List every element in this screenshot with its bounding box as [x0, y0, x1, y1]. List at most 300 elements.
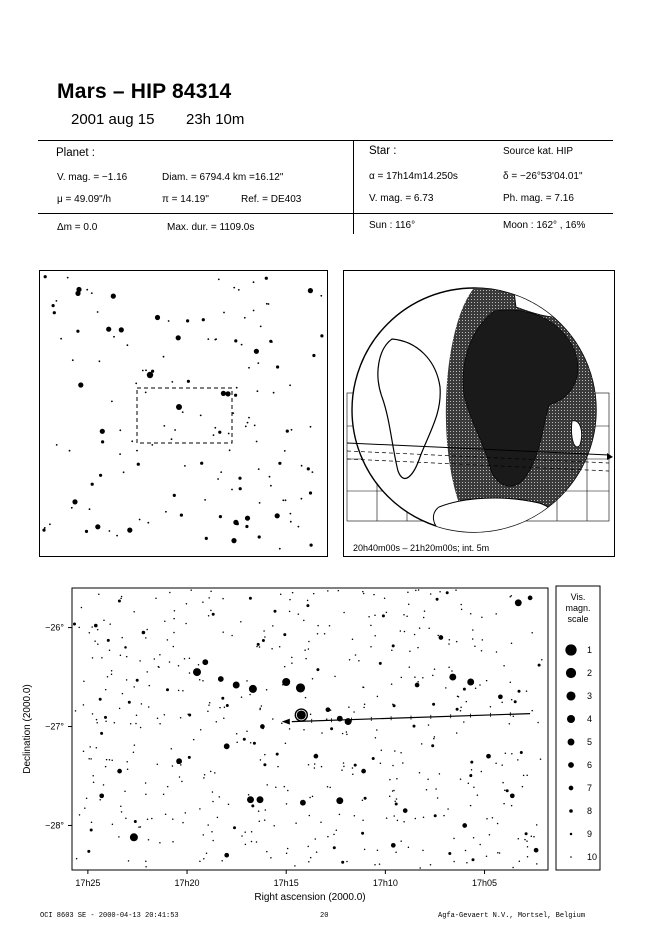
field-star: [474, 645, 476, 647]
field-star: [364, 849, 366, 851]
finder-star: [42, 529, 45, 532]
field-star: [221, 860, 223, 862]
field-star: [190, 589, 192, 591]
legend-title: scale: [567, 614, 589, 624]
finder-star: [127, 528, 132, 533]
field-star: [97, 643, 99, 645]
field-star: [434, 668, 436, 670]
field-star: [456, 708, 459, 711]
field-star: [294, 865, 296, 867]
globe-map: [344, 271, 614, 556]
field-star: [180, 717, 182, 719]
legend-swatch: [569, 786, 574, 791]
finder-star: [56, 300, 58, 302]
field-star: [200, 729, 202, 731]
field-star: [393, 815, 395, 817]
field-star: [469, 774, 472, 777]
field-star: [250, 742, 252, 744]
finder-star: [119, 327, 124, 332]
field-star: [208, 704, 210, 706]
finder-star: [155, 315, 160, 320]
finder-star: [279, 548, 281, 550]
star-mark: [314, 754, 319, 759]
field-star: [307, 600, 309, 602]
finder-star: [91, 483, 94, 486]
field-star: [118, 836, 120, 838]
field-star: [392, 704, 394, 706]
field-star: [339, 814, 341, 816]
finder-star: [72, 499, 77, 504]
field-star: [280, 593, 282, 595]
planet-heading: Planet :: [56, 147, 95, 159]
field-star: [97, 629, 99, 631]
field-star: [210, 771, 212, 773]
field-star: [221, 697, 224, 700]
finder-star: [99, 360, 101, 362]
field-star: [204, 774, 206, 776]
field-star: [136, 679, 139, 682]
star-chart: [18, 580, 668, 910]
field-star: [119, 708, 121, 710]
field-star: [189, 657, 191, 659]
finder-star: [135, 383, 137, 385]
finder-target-star: [176, 404, 182, 410]
field-star: [475, 688, 477, 690]
field-star: [151, 818, 153, 820]
field-star: [522, 786, 524, 788]
field-star: [172, 841, 174, 843]
finder-star: [106, 327, 111, 332]
field-star: [346, 861, 348, 863]
finder-star: [228, 433, 230, 435]
x-tick-label: 17h15: [273, 878, 299, 888]
field-star: [343, 612, 345, 614]
field-star: [94, 640, 96, 642]
field-star: [499, 852, 501, 854]
finder-star: [245, 525, 248, 528]
star-mark: [462, 823, 467, 828]
legend-swatch: [569, 809, 573, 813]
field-star: [481, 771, 483, 773]
field-star: [266, 851, 268, 853]
field-star: [178, 690, 180, 692]
field-star: [439, 773, 441, 775]
field-star: [309, 815, 311, 817]
field-star: [180, 764, 182, 766]
finder-star: [184, 465, 186, 467]
field-star: [265, 809, 267, 811]
field-star: [324, 633, 326, 635]
field-star: [133, 751, 135, 753]
finder-star: [139, 519, 141, 521]
plot-frame: [72, 588, 548, 870]
finder-star: [231, 538, 236, 543]
star-mark: [94, 624, 98, 628]
field-star: [428, 724, 430, 726]
field-star: [320, 821, 322, 823]
field-star: [457, 695, 459, 697]
field-star: [219, 796, 221, 798]
field-star: [211, 831, 213, 833]
field-star: [403, 614, 405, 616]
field-star: [402, 762, 404, 764]
field-star: [518, 690, 521, 693]
field-star: [145, 782, 147, 784]
finder-star: [151, 444, 153, 446]
field-star: [514, 700, 517, 703]
field-star: [111, 674, 113, 676]
legend-swatch: [568, 739, 575, 746]
field-star: [355, 654, 357, 656]
field-star: [173, 618, 175, 620]
finder-star: [269, 476, 271, 478]
star-mark: [224, 743, 230, 749]
field-star: [266, 784, 268, 786]
field-star: [362, 686, 364, 688]
field-star: [473, 837, 475, 839]
field-star: [305, 697, 307, 699]
field-star: [393, 790, 395, 792]
field-star: [470, 761, 473, 764]
field-star: [93, 781, 95, 783]
star-mark: [403, 808, 408, 813]
field-star: [259, 646, 261, 648]
legend-swatch: [570, 856, 572, 858]
field-star: [315, 838, 317, 840]
field-star: [155, 597, 157, 599]
field-star: [536, 824, 538, 826]
field-star: [536, 863, 538, 865]
field-star: [496, 651, 498, 653]
finder-star: [76, 287, 81, 292]
field-star: [98, 593, 100, 595]
legend-swatch: [567, 715, 575, 723]
field-star: [310, 713, 312, 715]
field-star: [466, 701, 468, 703]
finder-star: [207, 338, 209, 340]
field-star: [533, 836, 535, 838]
field-star: [241, 835, 243, 837]
star-chart-svg: [18, 580, 668, 910]
field-star: [148, 706, 150, 708]
field-star: [96, 722, 98, 724]
star-mark: [193, 668, 201, 676]
finder-star: [238, 289, 240, 291]
field-star: [210, 610, 212, 612]
field-star: [87, 850, 90, 853]
field-star: [186, 603, 188, 605]
field-star: [391, 683, 393, 685]
field-star: [526, 690, 528, 692]
finder-star: [113, 336, 115, 338]
field-star: [130, 723, 132, 725]
field-star: [222, 631, 224, 633]
field-star: [401, 677, 403, 679]
field-star: [316, 851, 318, 853]
legend-entry-label: 1: [587, 645, 593, 655]
field-star: [172, 818, 174, 820]
field-star: [246, 731, 248, 733]
field-star: [126, 679, 128, 681]
field-star: [430, 864, 432, 866]
star-vmag: V. mag. = 6.73: [369, 193, 434, 204]
field-star: [358, 660, 360, 662]
field-star: [103, 620, 105, 622]
field-star: [451, 670, 453, 672]
field-star: [473, 787, 475, 789]
finder-star: [163, 356, 165, 358]
finder-star: [145, 392, 147, 394]
star-mark: [249, 685, 257, 693]
finder-star: [180, 514, 183, 517]
field-star: [408, 846, 410, 848]
footer-publisher: Agfa-Gevaert N.V., Mortsel, Belgium: [438, 912, 586, 920]
finder-star: [278, 462, 281, 465]
field-star: [286, 803, 288, 805]
field-star: [103, 784, 105, 786]
finder-star: [221, 391, 226, 396]
field-star: [424, 610, 426, 612]
field-star: [275, 787, 277, 789]
finder-star: [223, 312, 225, 314]
finder-star: [69, 450, 71, 452]
field-star: [392, 765, 394, 767]
field-star: [518, 838, 520, 840]
finder-star: [320, 334, 323, 337]
field-star: [510, 681, 512, 683]
field-star: [112, 823, 114, 825]
finder-star: [245, 516, 250, 521]
finder-star: [119, 429, 121, 431]
field-star: [91, 626, 93, 628]
field-star: [89, 746, 91, 748]
legend-title: magn.: [565, 603, 591, 613]
field-star: [100, 732, 103, 735]
field-star: [309, 797, 311, 799]
field-star: [136, 714, 138, 716]
field-star: [173, 632, 175, 634]
field-star: [513, 716, 515, 718]
finder-star: [214, 427, 216, 429]
field-star: [121, 596, 123, 598]
field-star: [226, 704, 229, 707]
field-star: [212, 613, 215, 616]
field-star: [124, 791, 126, 793]
field-star: [249, 694, 251, 696]
field-star: [90, 758, 92, 760]
field-star: [504, 789, 506, 791]
field-star: [520, 751, 523, 754]
field-star: [437, 797, 439, 799]
field-star: [537, 722, 539, 724]
field-star: [434, 736, 436, 738]
field-star: [346, 731, 348, 733]
field-star: [409, 651, 411, 653]
star-mark: [257, 796, 264, 803]
field-star: [419, 772, 421, 774]
field-star: [461, 609, 463, 611]
field-star: [86, 797, 88, 799]
field-star: [164, 621, 166, 623]
field-star: [460, 778, 462, 780]
field-star: [121, 637, 123, 639]
field-star: [122, 693, 124, 695]
field-star: [524, 839, 526, 841]
field-star: [343, 762, 345, 764]
field-star: [423, 617, 425, 619]
field-star: [321, 732, 323, 734]
star-mark: [300, 800, 306, 806]
field-star: [236, 733, 238, 735]
field-star: [188, 756, 191, 759]
field-star: [83, 704, 85, 706]
legend-entry-label: 7: [587, 783, 593, 793]
field-star: [83, 681, 85, 683]
field-star: [505, 753, 507, 755]
field-star: [394, 750, 396, 752]
field-star: [241, 696, 243, 698]
field-star: [364, 704, 366, 706]
field-star: [295, 822, 297, 824]
finder-star: [217, 478, 219, 480]
field-star: [104, 716, 107, 719]
field-star: [352, 774, 354, 776]
field-star: [481, 617, 483, 619]
legend-entry-label: 3: [587, 691, 593, 701]
field-star: [437, 635, 439, 637]
field-star: [133, 611, 135, 613]
field-star: [338, 590, 340, 592]
field-star: [216, 721, 218, 723]
star-mark: [247, 796, 254, 803]
field-star: [333, 846, 336, 849]
field-star: [404, 631, 406, 633]
field-star: [178, 665, 180, 667]
finder-star: [284, 450, 286, 452]
finder-star: [257, 362, 259, 364]
field-star: [361, 832, 364, 835]
field-star: [263, 630, 265, 632]
field-star: [400, 630, 402, 632]
field-star: [287, 790, 289, 792]
field-star: [379, 863, 381, 865]
field-star: [228, 804, 230, 806]
field-star: [453, 838, 455, 840]
field-star: [432, 703, 435, 706]
finder-star: [200, 415, 202, 417]
field-star: [512, 867, 514, 869]
finder-star: [109, 530, 111, 532]
legend-entry-label: 2: [587, 668, 593, 678]
y-tick-label: −26°: [45, 622, 64, 633]
field-star: [92, 713, 94, 715]
finder-star: [269, 340, 272, 343]
finder-star: [232, 412, 234, 414]
page-title: Mars – HIP 84314: [57, 80, 232, 103]
star-mark: [130, 833, 138, 841]
field-star: [428, 627, 430, 629]
field-star: [495, 763, 497, 765]
field-star: [259, 709, 261, 711]
field-star: [105, 720, 107, 722]
finder-star: [111, 294, 116, 299]
field-star: [511, 642, 513, 644]
finder-star: [91, 292, 93, 294]
star-mark: [528, 596, 533, 601]
field-star: [166, 688, 169, 691]
field-star: [377, 696, 379, 698]
star-mark: [439, 635, 444, 640]
field-star: [468, 783, 470, 785]
field-star: [443, 815, 445, 817]
field-star: [145, 866, 147, 868]
field-star: [317, 633, 319, 635]
field-star: [526, 774, 528, 776]
field-star: [203, 777, 205, 779]
field-star: [448, 643, 450, 645]
finder-star: [310, 426, 312, 428]
field-star: [501, 764, 503, 766]
field-star: [223, 717, 225, 719]
finder-star: [236, 387, 238, 389]
field-star: [336, 829, 338, 831]
table-mid-rule: [38, 213, 613, 214]
y-axis-label: Declination (2000.0): [22, 684, 33, 774]
field-star: [78, 627, 80, 629]
field-star: [263, 763, 266, 766]
star-mark: [415, 683, 420, 688]
field-star: [305, 658, 307, 660]
field-star: [391, 650, 393, 652]
finder-star: [85, 530, 88, 533]
field-star: [509, 596, 511, 598]
field-star: [172, 765, 174, 767]
field-star: [312, 678, 314, 680]
finder-star: [273, 392, 275, 394]
field-star: [511, 699, 513, 701]
finder-star: [72, 359, 74, 361]
field-star: [526, 840, 528, 842]
finder-star: [248, 367, 250, 369]
finder-star: [200, 462, 203, 465]
field-star: [329, 625, 331, 627]
finder-star: [291, 429, 293, 431]
finder-star: [202, 318, 205, 321]
field-star: [541, 659, 543, 661]
field-star: [415, 818, 417, 820]
planet-parallax: π = 14.19": [162, 194, 209, 205]
field-star: [389, 779, 391, 781]
star-mark: [534, 848, 539, 853]
field-star: [419, 867, 421, 869]
field-star: [134, 820, 137, 823]
field-star: [304, 649, 306, 651]
field-star: [159, 842, 161, 844]
field-star: [374, 864, 376, 866]
finder-star: [119, 453, 121, 455]
finder-star: [253, 310, 255, 312]
path-arrow-icon: [607, 453, 613, 460]
field-star: [289, 611, 291, 613]
field-star: [141, 703, 143, 705]
field-star: [382, 614, 385, 617]
field-star: [140, 727, 142, 729]
field-star: [517, 759, 519, 761]
field-star: [466, 862, 468, 864]
field-star: [99, 698, 102, 701]
field-star: [374, 615, 376, 617]
field-star: [240, 621, 242, 623]
